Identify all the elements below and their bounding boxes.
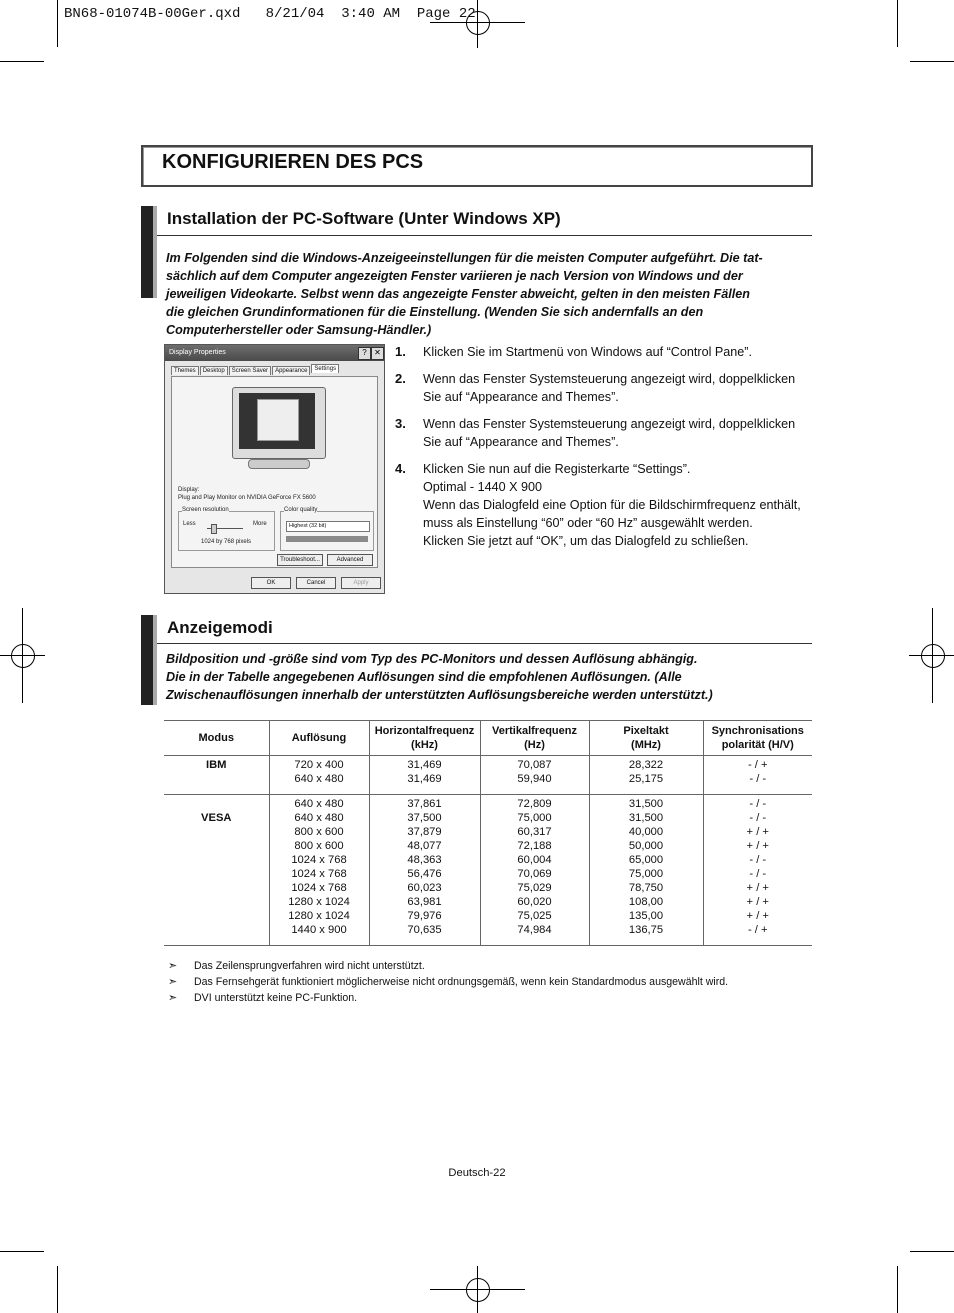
color-quality-group (280, 507, 374, 551)
cell-value: 70,635 (407, 924, 442, 936)
dialog-titlebar: Display Properties ? ✕ (165, 345, 384, 361)
resolution-label: Screen resolution (182, 507, 229, 513)
display-properties-screenshot (164, 344, 385, 594)
ok-button[interactable]: OK (251, 577, 291, 589)
troubleshoot-button[interactable]: Troubleshoot... (277, 554, 323, 566)
section-intro-installation: Im Folgenden sind die Windows-Anzeigeeinstellungen für die meisten Computer aufgeführt. Die tat- sächlich auf dem Computer angezeigten Fenster variieren je nach Version von Windows und der jeweiligen Videokarte. Selbst wenn das angezeigte Fenster abweicht, gelten in den meisten Fällen die gleichen Grundinformationen für die Einstellung. (Wenden Sie sich andernfalls an den Computerhersteller oder Samsung-Händler.) (166, 251, 763, 337)
section-title-installation: Installation der PC-Software (Unter Windows XP) (167, 209, 561, 228)
cell-value: 135,00 (628, 910, 664, 922)
cell-value: 37,861 (407, 798, 442, 810)
table-cell (369, 795, 480, 946)
notes-list (168, 958, 728, 1006)
cell-value: 60,004 (517, 854, 552, 866)
cell-value: 108,00 (628, 896, 664, 908)
resolution-group (178, 507, 275, 551)
table-cell (480, 795, 589, 946)
cell-value: 75,025 (517, 910, 552, 922)
cell-value: 640 x 480 (294, 798, 344, 810)
step-item: 4. Klicken Sie nun auf die Registerkarte “Settings”. Optimal - 1440 X 900 Wenn das Dialogfeld eine Option für die Bildschirmfrequenz enthält, muss als Einstellung “60” oder “60 Hz” ausgewählt werden. Klicken Sie jetzt auf “OK”, um das Dialogfeld zu schließen. (395, 461, 801, 548)
more-label: More (253, 521, 267, 527)
table-cell (703, 756, 812, 795)
column-header: Synchronisations polarität (H/V) (703, 721, 812, 756)
cell-value: 72,188 (517, 840, 552, 852)
page-footer: Deutsch-22 (448, 1167, 506, 1179)
cell-value: + / + (746, 896, 769, 908)
cell-value: - / - (749, 854, 767, 866)
cell-value: + / + (746, 826, 769, 838)
cell-value: 28,322 (628, 759, 664, 771)
cell-value: 25,175 (628, 773, 664, 785)
section-intro-display-modes: Bildposition und -größe sind vom Typ des PC-Monitors und dessen Auflösung abhängig. Die in der Tabelle angegebenen Auflösungen sind die empfohlenen Auflösungen. (Alle Zwischenauflösungen innerhalb der unterstützten Auflösungsbereiche werden unterstützt.) (166, 652, 713, 702)
page-title: KONFIGURIEREN DES PCS (162, 151, 424, 173)
cell-value: - / - (749, 868, 767, 880)
display-modes-table (164, 720, 812, 946)
tab-desktop[interactable]: Desktop (200, 366, 228, 375)
apply-button[interactable]: Apply (341, 577, 381, 589)
note-item: ➣ Das Zeilensprungverfahren wird nicht unterstützt. (168, 960, 425, 972)
cell-value: 60,020 (517, 896, 552, 908)
cell-value: 1280 x 1024 (288, 896, 350, 908)
section-rule (157, 235, 812, 236)
display-value: Plug and Play Monitor on NVIDIA GeForce FX 5600 (178, 495, 316, 501)
color-bar (286, 536, 368, 542)
step-item: 3. Wenn das Fenster Systemsteuerung angezeigt wird, doppelklicken Sie auf “Appearance and Themes”. (395, 416, 796, 449)
cell-value: 1024 x 768 (291, 882, 347, 894)
mode-cell: IBM (164, 756, 269, 795)
tab-appearance[interactable]: Appearance (272, 366, 310, 375)
cell-value: 78,750 (628, 882, 664, 894)
cell-value: + / + (746, 910, 769, 922)
table-cell (369, 756, 480, 795)
resolution-value: 1024 by 768 pixels (201, 539, 252, 545)
cell-value: 31,469 (407, 773, 442, 785)
cell-value: 800 x 600 (294, 840, 344, 852)
cell-value: 800 x 600 (294, 826, 344, 838)
cell-value: 1440 x 900 (291, 924, 347, 936)
table-row (164, 756, 812, 795)
tab-themes[interactable]: Themes (171, 366, 199, 375)
column-header: Auflösung (269, 721, 369, 756)
cell-value: 75,029 (517, 882, 552, 894)
cell-value: 136,75 (628, 924, 664, 936)
cell-value: 31,469 (407, 759, 442, 771)
cell-value: 640 x 480 (294, 812, 344, 824)
cell-value: 65,000 (628, 854, 664, 866)
cell-value: 70,069 (517, 868, 552, 880)
cell-value: 31,500 (628, 798, 664, 810)
cell-value: 72,809 (517, 798, 552, 810)
slider-knob[interactable] (211, 524, 217, 534)
section-marker (141, 615, 153, 705)
cell-value: 75,000 (628, 868, 664, 880)
settings-panel (171, 376, 378, 568)
cell-value: 75,000 (517, 812, 552, 824)
dialog-tabs (171, 366, 340, 375)
note-item: ➣ DVI unterstützt keine PC-Funktion. (168, 992, 358, 1004)
tab-screen-saver[interactable]: Screen Saver (229, 366, 271, 375)
section-marker (141, 206, 153, 298)
section-title-display-modes: Anzeigemodi (167, 618, 273, 637)
close-icon[interactable]: ✕ (371, 347, 384, 360)
cell-value: 640 x 480 (294, 773, 344, 785)
cell-value: 70,087 (517, 759, 552, 771)
cell-value: 79,976 (407, 910, 442, 922)
cell-value: 60,317 (517, 826, 552, 838)
cell-value: 1024 x 768 (291, 854, 347, 866)
column-header: Modus (164, 721, 269, 756)
cell-value: + / + (746, 840, 769, 852)
cell-value: - / - (749, 812, 767, 824)
section-rule (157, 643, 812, 644)
arrow-icon: ➣ (168, 960, 178, 972)
cell-value: 720 x 400 (294, 759, 344, 771)
cell-value: + / + (746, 882, 769, 894)
table-cell (589, 795, 703, 946)
step-item: 1. Klicken Sie im Startmenü von Windows auf “Control Pane”. (395, 344, 752, 359)
step-item: 2. Wenn das Fenster Systemsteuerung angezeigt wird, doppelklicken Sie auf “Appearance and Themes”. (395, 371, 796, 404)
cell-value: 1280 x 1024 (288, 910, 350, 922)
monitor-icon (232, 387, 324, 469)
cell-value: - / + (747, 924, 768, 936)
cell-value: 56,476 (407, 868, 442, 880)
cell-value: - / - (749, 773, 767, 785)
table-cell (269, 756, 369, 795)
less-label: Less (183, 521, 196, 527)
print-slug: BN68-01074B-00Ger.qxd 8/21/04 3:40 AM Page 22 (64, 6, 476, 22)
cell-value: 1024 x 768 (291, 868, 347, 880)
cell-value: 50,000 (628, 840, 664, 852)
table-row (164, 795, 812, 946)
cell-value: 48,077 (407, 840, 442, 852)
cancel-button[interactable]: Cancel (296, 577, 336, 589)
cell-value: - / - (749, 798, 767, 810)
color-quality-select[interactable]: Highest (32 bit) (286, 521, 370, 532)
cell-value: 59,940 (517, 773, 552, 785)
table-cell (703, 795, 812, 946)
column-header: Pixeltakt (MHz) (589, 721, 703, 756)
cell-value: 37,500 (407, 812, 442, 824)
cell-value: 63,981 (407, 896, 442, 908)
cell-value: 40,000 (628, 826, 664, 838)
color-quality-label: Color quality (284, 507, 318, 513)
arrow-icon: ➣ (168, 976, 178, 988)
table-cell (480, 756, 589, 795)
cell-value: 74,984 (517, 924, 552, 936)
note-item: ➣ Das Fernsehgerät funktioniert möglicherweise nicht ordnungsgemäß, wenn kein Standardmodus ausgewählt wird. (168, 976, 729, 988)
table-cell (269, 795, 369, 946)
arrow-icon: ➣ (168, 992, 178, 1004)
mode-cell: VESA (164, 795, 269, 946)
cell-value: 31,500 (628, 812, 664, 824)
steps-list (395, 343, 835, 559)
tab-settings[interactable]: Settings (311, 364, 339, 373)
advanced-button[interactable]: Advanced (327, 554, 373, 566)
cell-value: - / + (747, 759, 768, 771)
cell-value: 60,023 (407, 882, 442, 894)
column-header: Horizontalfrequenz (kHz) (369, 721, 480, 756)
column-header: Vertikalfrequenz (Hz) (480, 721, 589, 756)
cell-value: 48,363 (407, 854, 442, 866)
cell-value: 37,879 (407, 826, 442, 838)
display-label: Display: (178, 487, 200, 493)
help-button[interactable]: ? (358, 347, 371, 360)
table-cell (589, 756, 703, 795)
